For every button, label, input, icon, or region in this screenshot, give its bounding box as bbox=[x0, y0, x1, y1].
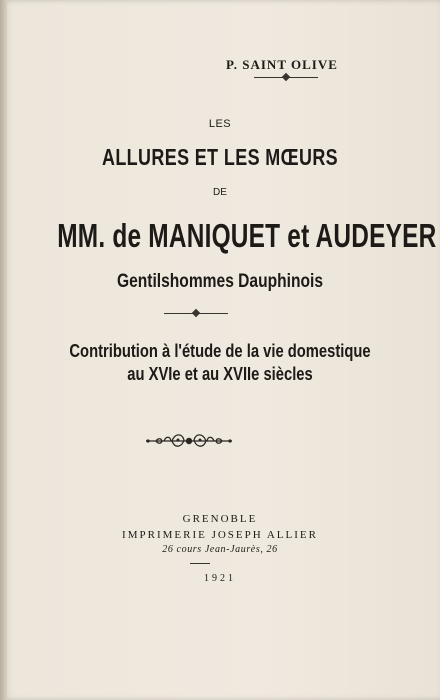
publisher-city: GRENOBLE bbox=[182, 513, 258, 525]
title-line-allures: ALLURES ET LES MŒURS bbox=[101, 144, 339, 170]
publisher-address: 26 cours Jean-Jaurès, 26 bbox=[162, 544, 278, 555]
author-rule-ornament-icon bbox=[282, 73, 290, 81]
contribution-line-1: Contribution à l'étude de la vie domestique bbox=[69, 341, 371, 361]
subtitle: Gentilshommes Dauphinois bbox=[116, 271, 324, 292]
title-line-names: MM. de MANIQUET et AUDEYER bbox=[57, 217, 437, 254]
floral-ornament-icon bbox=[142, 430, 236, 452]
publisher-printer: IMPRIMERIE JOSEPH ALLIER bbox=[122, 529, 318, 541]
title-line-de: DE bbox=[213, 187, 227, 198]
author-name: P. SAINT OLIVE bbox=[226, 57, 338, 72]
publication-year: 1921 bbox=[204, 573, 236, 584]
contribution-text bbox=[40, 340, 401, 386]
year-rule-divider bbox=[190, 563, 210, 564]
title-line-les: LES bbox=[208, 118, 232, 130]
contribution-line-2: au XVIe et au XVIIe siècles bbox=[127, 364, 313, 384]
page-binding-edge bbox=[0, 0, 7, 700]
middle-rule-ornament-icon bbox=[192, 309, 200, 317]
